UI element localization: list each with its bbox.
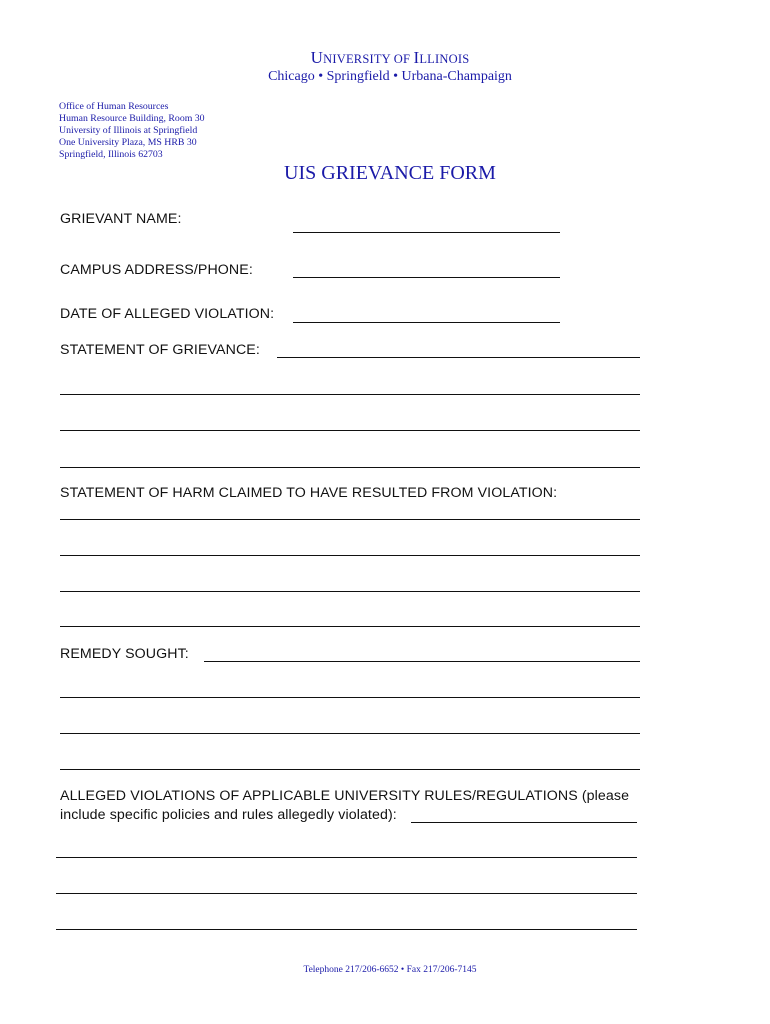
remedy-sought-line[interactable]	[60, 697, 640, 698]
campus-address-label: CAMPUS ADDRESS/PHONE:	[60, 262, 253, 278]
office-line: Springfield, Illinois 62703	[59, 149, 163, 160]
alleged-violations-line[interactable]	[56, 857, 637, 858]
grievant-name-line[interactable]	[293, 232, 560, 233]
remedy-sought-line[interactable]	[204, 661, 640, 662]
harm-statement-label: STATEMENT OF HARM CLAIMED TO HAVE RESULTED FROM VIOLATION:	[60, 485, 558, 501]
alleged-violations-label: ALLEGED VIOLATIONS OF APPLICABLE UNIVERSITY RULES/REGULATIONS (please	[60, 788, 630, 804]
grievance-statement-line[interactable]	[277, 357, 640, 358]
grievance-statement-line[interactable]	[60, 467, 640, 468]
office-line: One University Plaza, MS HRB 30	[59, 137, 197, 148]
harm-statement-line[interactable]	[60, 555, 640, 556]
office-line: University of Illinois at Springfield	[59, 125, 198, 136]
alleged-violations-line[interactable]	[56, 893, 637, 894]
alleged-violations-label-cont: include specific policies and rules allegedly violated):	[60, 807, 397, 823]
harm-statement-line[interactable]	[60, 591, 640, 592]
grievance-statement-label: STATEMENT OF GRIEVANCE:	[60, 342, 260, 358]
violation-date-line[interactable]	[293, 322, 560, 323]
form-title: UIS GRIEVANCE FORM	[284, 162, 496, 184]
alleged-violations-line[interactable]	[411, 822, 637, 823]
remedy-sought-label: REMEDY SOUGHT:	[60, 646, 189, 662]
alleged-violations-line[interactable]	[56, 929, 637, 930]
office-line: Office of Human Resources	[59, 101, 169, 112]
university-name	[0, 48, 770, 68]
grievance-statement-line[interactable]	[60, 430, 640, 431]
remedy-sought-line[interactable]	[60, 733, 640, 734]
remedy-sought-line[interactable]	[60, 769, 640, 770]
office-line: Human Resource Building, Room 30	[59, 113, 205, 124]
harm-statement-line[interactable]	[60, 519, 640, 520]
university-name-part1: NIVERSITY OF	[323, 52, 414, 66]
university-initial-i: I	[413, 48, 420, 67]
grievance-statement-line[interactable]	[60, 394, 640, 395]
harm-statement-line[interactable]	[60, 626, 640, 627]
university-name-part2: LLINOIS	[419, 52, 470, 66]
office-address	[59, 101, 205, 161]
footer-contact: Telephone 217/206-6652 • Fax 217/206-7145	[303, 965, 477, 975]
university-initial-u: U	[310, 48, 324, 67]
campus-address-line[interactable]	[293, 277, 560, 278]
campus-list: Chicago • Springfield • Urbana-Champaign	[268, 69, 512, 84]
grievant-name-label: GRIEVANT NAME:	[60, 211, 182, 227]
violation-date-label: DATE OF ALLEGED VIOLATION:	[60, 306, 275, 322]
